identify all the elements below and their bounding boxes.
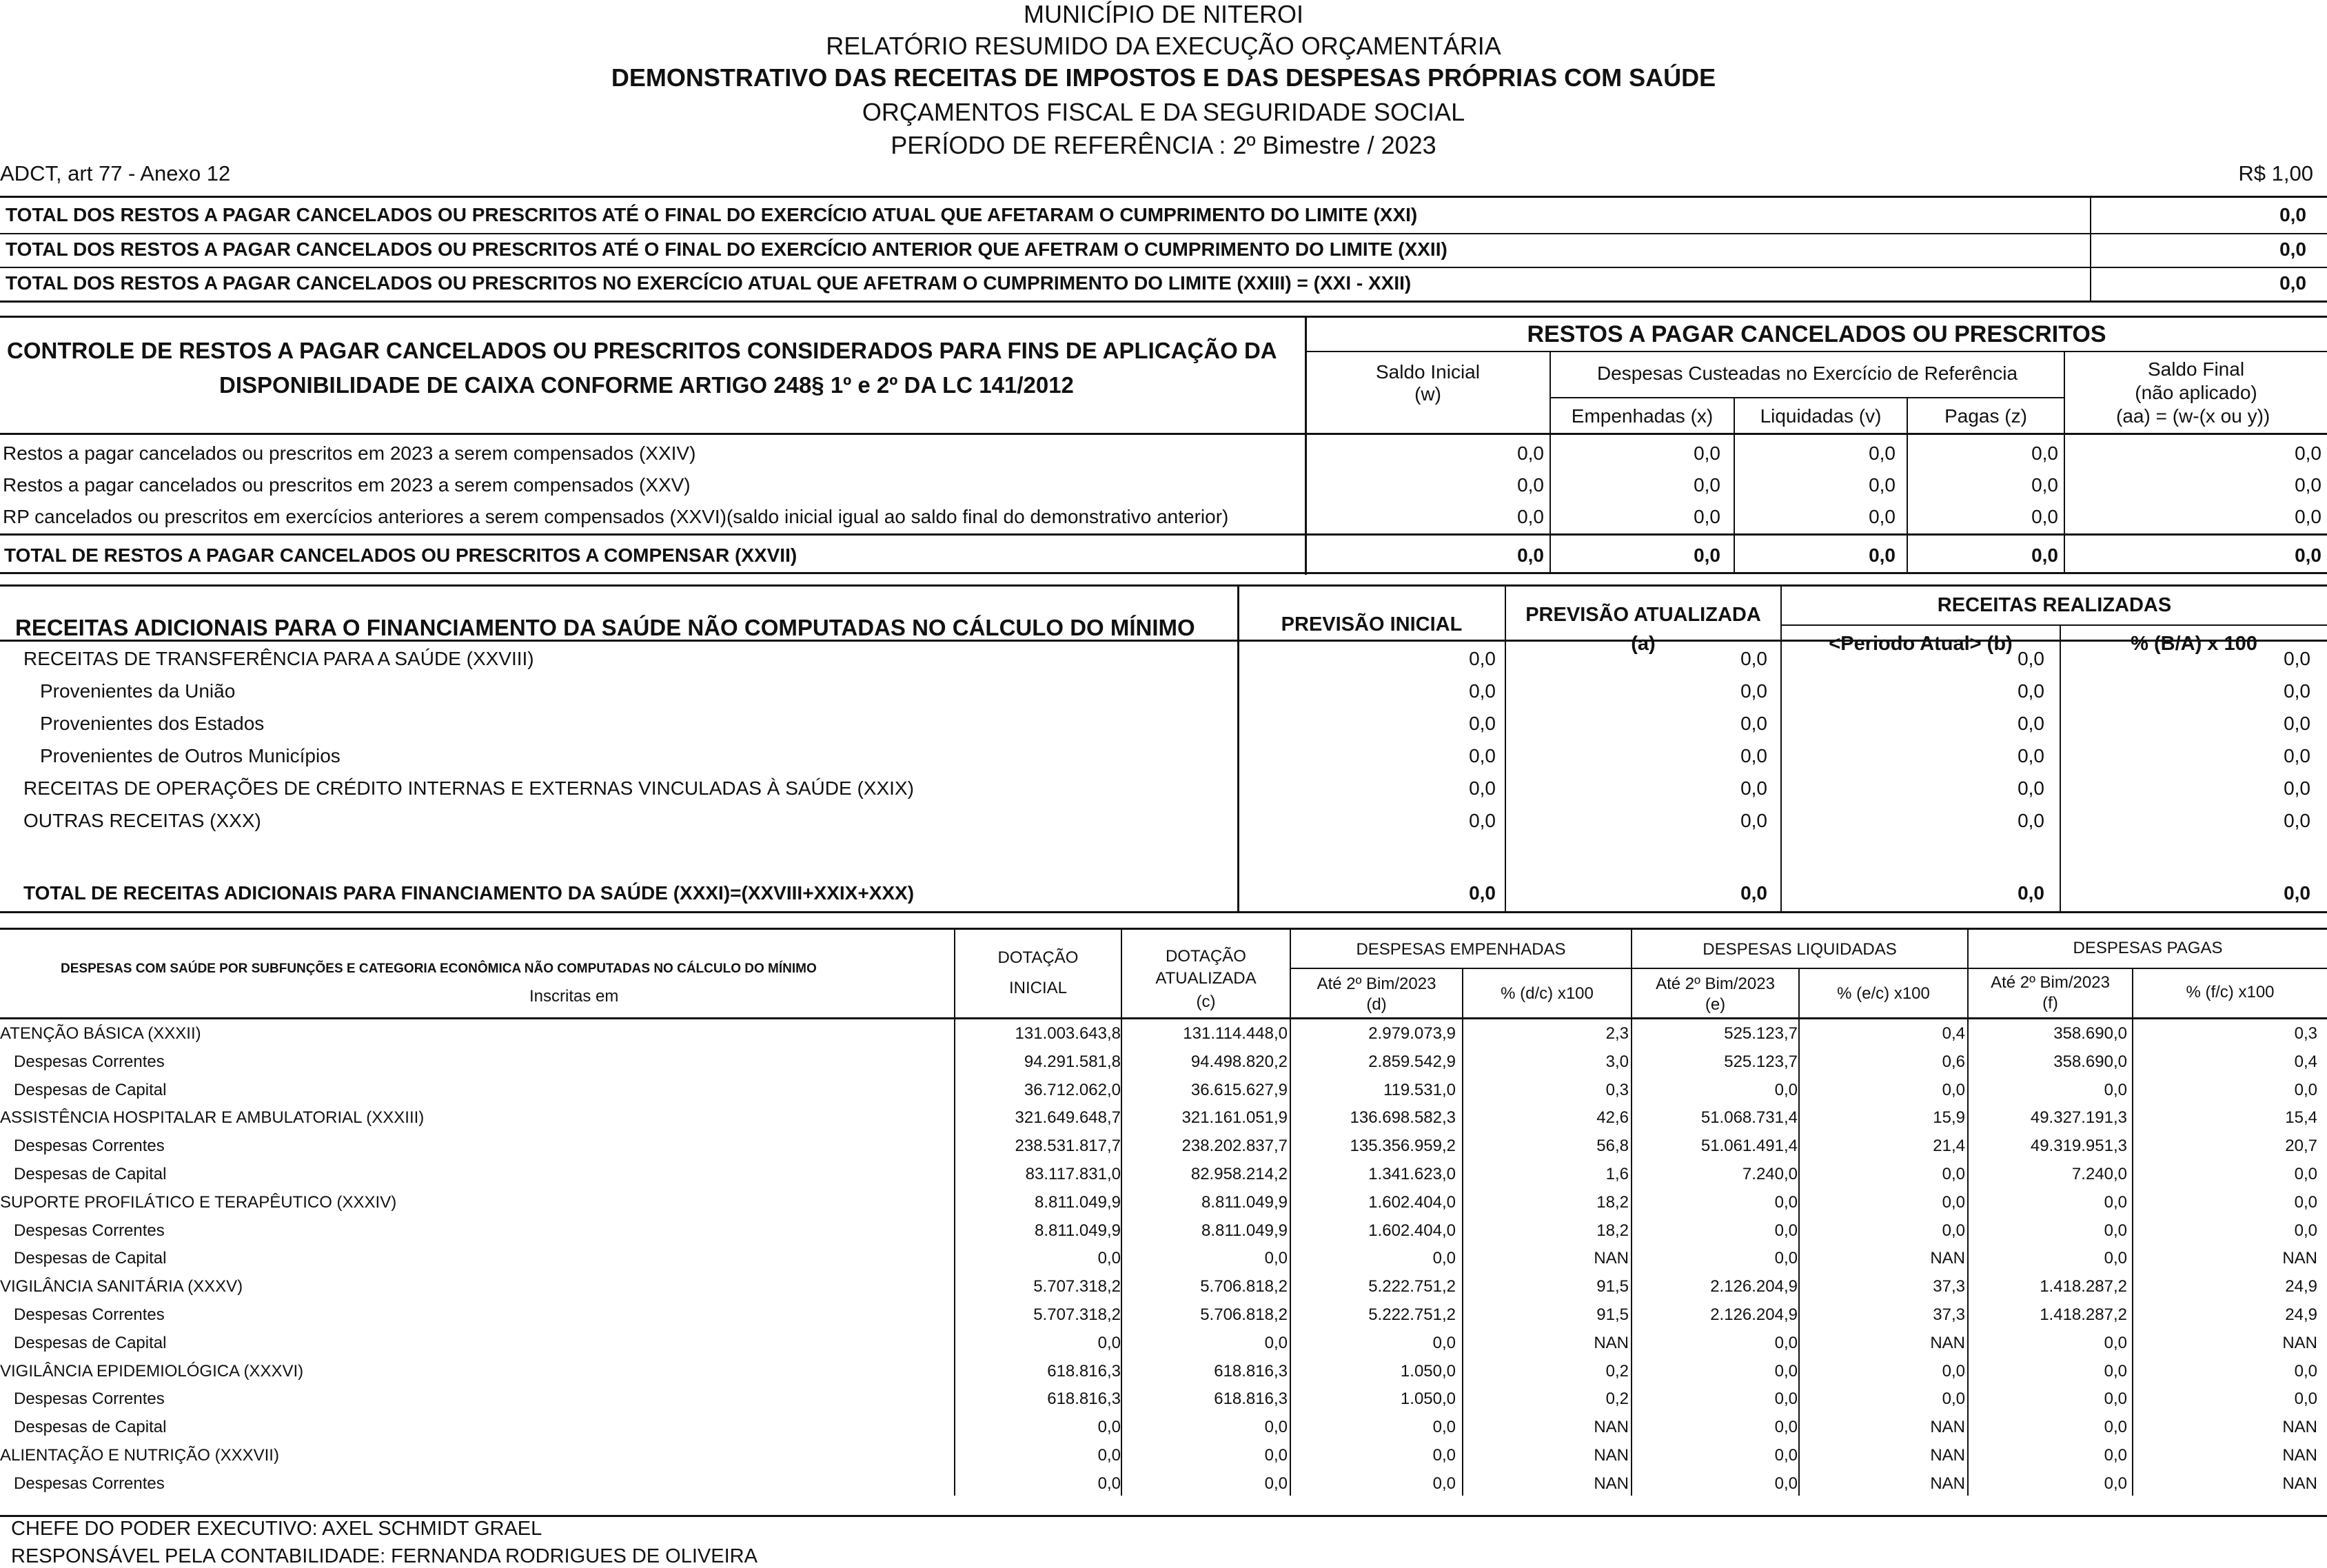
divider	[0, 928, 2327, 930]
despesas-subtitle: Inscritas em	[529, 987, 619, 1006]
row-value: 136.698.582,3	[1350, 1108, 1456, 1128]
row-label: Despesas de Capital	[14, 1080, 167, 1099]
row-value: 0,0	[2031, 474, 2058, 496]
row-value: 0,0	[1469, 713, 1496, 734]
col-percent-ba: % (B/A) x 100	[2131, 633, 2257, 655]
row-label: Despesas Correntes	[14, 1221, 165, 1240]
row-label: Despesas de Capital	[14, 1165, 167, 1183]
row-value: 0,0	[2294, 1192, 2317, 1212]
row-value: 0,0	[1774, 1418, 1798, 1437]
row-value: NAN	[1594, 1474, 1629, 1493]
row-value: 0,0	[1432, 1474, 1456, 1493]
col-nao-aplicado: (não aplicado)	[2135, 382, 2257, 403]
row-value: 24,9	[2285, 1277, 2317, 1296]
row-label: Restos a pagar cancelados ou prescritos em 2023 a serem compensados (XXIV)	[3, 442, 696, 464]
col-empenhadas: Empenhadas (x)	[1571, 405, 1714, 427]
col-periodo-atual: <Periodo Atual> (b)	[1829, 633, 2013, 655]
row-label: Provenientes de Outros Municípios	[40, 745, 341, 766]
row-label: OUTRAS RECEITAS (XXX)	[23, 810, 261, 831]
divider	[0, 584, 2327, 587]
row-label: TOTAL DE RECEITAS ADICIONAIS PARA FINANCIAMENTO DA SAÚDE (XXXI)=(XXVIII+XXIX+XXX)	[23, 882, 915, 904]
divider	[0, 316, 2327, 318]
row-value: 1.050,0	[1400, 1361, 1456, 1381]
divider	[1967, 929, 1969, 1496]
row-label: SUPORTE PROFILÁTICO E TERAPÊUTICO (XXXIV)	[0, 1192, 397, 1212]
row-value: 15,4	[2285, 1108, 2317, 1128]
row-value: 0,0	[1469, 882, 1496, 904]
divider	[2060, 626, 2061, 911]
row-value: 0,0	[1694, 442, 1720, 464]
row-value: 0,0	[1942, 1080, 1965, 1099]
col-saldo-inicial: Saldo Inicial	[1376, 361, 1480, 383]
row-value: 0,0	[1517, 442, 1544, 464]
row-value: 0,0	[2284, 882, 2310, 904]
row-value: 0,0	[2104, 1361, 2127, 1381]
row-value: 1.418.287,2	[2040, 1277, 2127, 1296]
row-value: 0,6	[1942, 1052, 1965, 1071]
row-value: 0,0	[1740, 648, 1767, 669]
row-value: 0,0	[2104, 1389, 2127, 1409]
row-value: 5.222.751,2	[1368, 1277, 1456, 1296]
row-value: 0,0	[1774, 1333, 1798, 1352]
row-value: NAN	[1594, 1249, 1629, 1268]
row-value: 0,0	[1740, 810, 1767, 831]
row-value: 0,0	[2104, 1221, 2127, 1240]
col-pagas: Pagas (z)	[1944, 405, 2027, 427]
row-value: NAN	[1930, 1418, 1965, 1437]
divider	[1305, 316, 1307, 575]
row-value: 0,0	[2018, 777, 2044, 799]
col-receitas-realizadas: RECEITAS REALIZADAS	[1937, 594, 2172, 616]
row-value: 1.418.287,2	[2040, 1305, 2127, 1324]
row-value: 21,4	[1933, 1137, 1965, 1156]
col-previsao-inicial: PREVISÃO INICIAL	[1281, 613, 1463, 635]
row-value: 0,0	[1097, 1446, 1121, 1465]
row-label: ALIENTAÇÃO E NUTRIÇÃO (XXXVII)	[0, 1446, 279, 1465]
row-value: 0,0	[1740, 745, 1767, 766]
row-value: 0,0	[1097, 1333, 1121, 1352]
row-label: Despesas Correntes	[14, 1389, 165, 1409]
col-previsao-atualizada: PREVISÃO ATUALIZADA	[1525, 604, 1761, 626]
row-value: 0,0	[1942, 1389, 1965, 1409]
row-value: 82.958.214,2	[1190, 1165, 1288, 1183]
row-value: 0,0	[1264, 1333, 1288, 1352]
row-value: 2.979.073,9	[1368, 1024, 1456, 1043]
row-value: 525.123,7	[1724, 1052, 1798, 1071]
row-value: NAN	[1594, 1333, 1629, 1352]
col-dotacao-atualizada-2: ATUALIZADA	[1155, 969, 1257, 988]
row-value: 0,0	[1264, 1446, 1288, 1465]
row-value: 0,0	[1774, 1192, 1798, 1212]
row-value: 0,0	[2295, 442, 2321, 464]
col-saldo-final: Saldo Final	[2147, 358, 2245, 380]
row-label: Provenientes dos Estados	[40, 713, 265, 734]
row-value: 0,0	[1432, 1446, 1456, 1465]
row-value: NAN	[1594, 1418, 1629, 1437]
row-value: 618.816,3	[1214, 1361, 1288, 1381]
row-value: NAN	[2282, 1474, 2317, 1493]
row-label: Despesas de Capital	[14, 1333, 167, 1352]
col-despesas-empenhadas: DESPESAS EMPENHADAS	[1356, 940, 1566, 959]
col-dotacao-atualizada-code: (c)	[1196, 992, 1216, 1011]
row-value: 1.602.404,0	[1368, 1221, 1456, 1240]
row-value: 0,0	[1774, 1080, 1798, 1099]
row-value: 0,0	[1097, 1418, 1121, 1437]
row-value: 0,2	[1605, 1361, 1629, 1381]
divider	[0, 533, 2327, 536]
row-value: 7.240,0	[1742, 1165, 1798, 1183]
row-label: ASSISTÊNCIA HOSPITALAR E AMBULATORIAL (XXXIII)	[0, 1108, 425, 1128]
header-municipio: MUNICÍPIO DE NITEROI	[1023, 0, 1304, 28]
row-value: 0,0	[2104, 1446, 2127, 1465]
row-value: 51.061.491,4	[1700, 1137, 1798, 1156]
row-value: 7.240,0	[2071, 1165, 2127, 1183]
row-value: 0,0	[1469, 680, 1496, 702]
row-value: 18,2	[1596, 1192, 1629, 1212]
col-code-e: (e)	[1705, 995, 1726, 1014]
row-value: 0,0	[1694, 544, 1720, 566]
row-label: RP cancelados ou prescritos em exercícios anteriores a serem compensados (XXVI)(saldo inicial igual ao saldo final do demonstrativo anterior)	[3, 506, 1229, 527]
row-value: 135.356.959,2	[1350, 1137, 1456, 1156]
row-label: Restos a pagar cancelados ou prescritos em 2023 a serem compensados (XXV)	[3, 474, 691, 496]
row-value: 49.327.191,3	[2030, 1108, 2127, 1128]
row-value: NAN	[1930, 1446, 1965, 1465]
footer-chefe: CHEFE DO PODER EXECUTIVO: AXEL SCHMIDT GRAEL	[11, 1518, 542, 1540]
row-value: 5.707.318,2	[1033, 1305, 1121, 1324]
footer-responsavel: RESPONSÁVEL PELA CONTABILIDADE: FERNANDA RODRIGUES DE OLIVEIRA	[11, 1545, 758, 1567]
row-value: 0,0	[1469, 745, 1496, 766]
row-value: 0,0	[2018, 810, 2044, 831]
row-value: 0,3	[1605, 1080, 1629, 1099]
total-label: TOTAL DOS RESTOS A PAGAR CANCELADOS OU PRESCRITOS NO EXERCÍCIO ATUAL QUE AFETRAM O CUMPRIMENTO DO LIMITE (XXIII) = (XXI - XXII)	[6, 272, 1412, 294]
divider	[0, 1017, 2327, 1019]
row-value: 0,0	[2284, 745, 2310, 766]
row-value: 5.706.818,2	[1200, 1305, 1288, 1324]
row-label: VIGILÂNCIA EPIDEMIOLÓGICA (XXXVI)	[0, 1361, 304, 1381]
row-value: 49.319.951,3	[2030, 1137, 2127, 1156]
row-value: 0,0	[1097, 1249, 1121, 1268]
row-value: 0,0	[1774, 1221, 1798, 1240]
row-value: 51.068.731,4	[1700, 1108, 1798, 1128]
controle-title: CONTROLE DE RESTOS A PAGAR CANCELADOS OU PRESCRITOS CONSIDERADOS PARA FINS DE APLICAÇÃO DA	[7, 338, 1277, 363]
row-value: 238.202.837,7	[1181, 1137, 1288, 1156]
row-value: NAN	[1594, 1446, 1629, 1465]
row-value: NAN	[2282, 1446, 2317, 1465]
row-value: 0,0	[1097, 1474, 1121, 1493]
col-dotacao-inicial: DOTAÇÃO	[997, 948, 1079, 967]
row-value: 358.690,0	[2053, 1052, 2127, 1071]
row-value: 0,0	[2018, 745, 2044, 766]
row-label: Despesas Correntes	[14, 1474, 165, 1493]
row-value: 2.859.542,9	[1368, 1052, 1456, 1071]
row-value: 0,0	[1432, 1249, 1456, 1268]
divider	[0, 1515, 2327, 1517]
row-value: 56,8	[1596, 1137, 1629, 1156]
row-value: 0,0	[2294, 1080, 2317, 1099]
row-value: 0,0	[1942, 1221, 1965, 1240]
row-value: 37,3	[1933, 1305, 1965, 1324]
row-value: 131.003.643,8	[1015, 1024, 1121, 1043]
row-value: 1,6	[1605, 1165, 1629, 1183]
row-value: NAN	[2282, 1333, 2317, 1352]
row-value: 94.498.820,2	[1190, 1052, 1288, 1071]
row-label: TOTAL DE RESTOS A PAGAR CANCELADOS OU PRESCRITOS A COMPENSAR (XXVII)	[4, 544, 797, 566]
row-value: 18,2	[1596, 1221, 1629, 1240]
row-value: 0,3	[2294, 1024, 2317, 1043]
row-value: 0,0	[2294, 1389, 2317, 1409]
row-value: 0,0	[1942, 1192, 1965, 1212]
row-value: 0,0	[1774, 1474, 1798, 1493]
row-value: 0,0	[2295, 506, 2321, 527]
row-value: 0,0	[2018, 882, 2044, 904]
divider	[1291, 968, 2327, 969]
col-saldo-inicial-code: (w)	[1414, 383, 1441, 405]
row-value: 0,0	[1432, 1333, 1456, 1352]
col-despesas-liquidadas: DESPESAS LIQUIDADAS	[1703, 940, 1897, 959]
row-value: 0,0	[1942, 1165, 1965, 1183]
row-label: Despesas Correntes	[14, 1137, 165, 1156]
row-value: 0,0	[1942, 1361, 1965, 1381]
row-value: 525.123,7	[1724, 1024, 1798, 1043]
row-value: NAN	[1930, 1333, 1965, 1352]
row-value: 0,0	[2104, 1418, 2127, 1437]
col-pct-ec: % (e/c) x100	[1837, 984, 1930, 1003]
row-value: 0,0	[2294, 1165, 2317, 1183]
despesas-title: DESPESAS COM SAÚDE POR SUBFUNÇÕES E CATEGORIA ECONÔMICA NÃO COMPUTADAS NO CÁLCULO DO MÍNIMO	[61, 961, 817, 976]
row-value: 0,0	[1869, 442, 1896, 464]
row-value: 0,0	[1774, 1446, 1798, 1465]
row-value: 0,0	[1740, 777, 1767, 799]
row-label: Despesas Correntes	[14, 1305, 165, 1324]
divider	[1798, 969, 1800, 1496]
row-value: 91,5	[1596, 1277, 1629, 1296]
divider	[0, 911, 2327, 913]
row-value: 0,0	[2104, 1333, 2127, 1352]
row-value: 3,0	[1605, 1052, 1629, 1071]
row-value: 0,0	[1517, 474, 1544, 496]
col-previsao-atualizada-code: (a)	[1631, 633, 1656, 655]
row-value: 0,0	[2018, 713, 2044, 734]
row-value: 0,0	[1740, 680, 1767, 702]
row-value: 0,0	[2284, 713, 2310, 734]
annex-reference: ADCT, art 77 - Anexo 12	[0, 161, 231, 185]
row-value: 0,0	[2031, 544, 2058, 566]
row-value: 0,0	[1694, 506, 1720, 527]
row-label: Despesas de Capital	[14, 1418, 167, 1437]
total-value: 0,0	[2279, 272, 2306, 294]
receitas-title: RECEITAS ADICIONAIS PARA O FINANCIAMENTO DA SAÚDE NÃO COMPUTADAS NO CÁLCULO DO MÍNIMO	[15, 615, 1195, 640]
row-value: 321.161.051,9	[1181, 1108, 1288, 1128]
row-value: 5.222.751,2	[1368, 1305, 1456, 1324]
row-value: 0,0	[1869, 474, 1896, 496]
row-value: 0,0	[2104, 1080, 2127, 1099]
row-label: RECEITAS DE OPERAÇÕES DE CRÉDITO INTERNAS E EXTERNAS VINCULADAS À SAÚDE (XXIX)	[23, 777, 914, 799]
row-value: 321.649.648,7	[1015, 1108, 1121, 1128]
row-value: 0,0	[1264, 1418, 1288, 1437]
divider	[0, 572, 2327, 574]
row-value: 0,0	[1740, 713, 1767, 734]
currency-unit: R$ 1,00	[2238, 161, 2313, 185]
divider	[2090, 196, 2091, 302]
total-value: 0,0	[2279, 238, 2306, 260]
row-value: 0,0	[1869, 544, 1896, 566]
row-value: 91,5	[1596, 1305, 1629, 1324]
divider	[0, 233, 2327, 234]
row-value: 0,0	[1264, 1474, 1288, 1493]
row-label: Despesas Correntes	[14, 1052, 165, 1071]
divider	[1121, 929, 1122, 1496]
divider	[0, 301, 2327, 303]
row-value: 0,0	[2284, 777, 2310, 799]
row-value: NAN	[2282, 1418, 2317, 1437]
row-value: 94.291.581,8	[1024, 1052, 1121, 1071]
row-value: 8.811.049,9	[1034, 1221, 1121, 1240]
controle-title-2: DISPONIBILIDADE DE CAIXA CONFORME ARTIGO 248§ 1º e 2º DA LC 141/2012	[219, 372, 1074, 398]
row-value: 0,0	[2295, 474, 2321, 496]
row-value: 358.690,0	[2053, 1024, 2127, 1043]
row-value: 8.811.049,9	[1201, 1192, 1288, 1212]
row-value: 0,0	[1869, 506, 1896, 527]
divider	[954, 929, 955, 1496]
restos-group-header: RESTOS A PAGAR CANCELADOS OU PRESCRITOS	[1527, 321, 2106, 347]
row-value: 0,0	[2294, 1221, 2317, 1240]
col-saldo-final-formula: (aa) = (w-(x ou y))	[2116, 405, 2270, 427]
row-value: 83.117.831,0	[1025, 1165, 1121, 1183]
row-value: 618.816,3	[1047, 1389, 1121, 1409]
row-value: 0,0	[1469, 810, 1496, 831]
row-label: Despesas de Capital	[14, 1249, 167, 1268]
row-value: 1.341.623,0	[1368, 1165, 1456, 1183]
divider	[2132, 969, 2133, 1496]
row-value: 20,7	[2285, 1137, 2317, 1156]
row-value: 0,0	[2104, 1249, 2127, 1268]
row-label: VIGILÂNCIA SANITÁRIA (XXXV)	[0, 1277, 243, 1296]
row-value: 0,2	[1605, 1389, 1629, 1409]
row-value: 131.114.448,0	[1183, 1024, 1288, 1043]
row-value: 0,4	[2294, 1052, 2317, 1071]
row-value: 0,0	[2031, 442, 2058, 464]
row-value: 618.816,3	[1047, 1361, 1121, 1381]
col-despesas-pagas: DESPESAS PAGAS	[2073, 939, 2223, 957]
row-value: 0,0	[1517, 506, 1544, 527]
row-value: 5.706.818,2	[1200, 1277, 1288, 1296]
row-value: 0,0	[2295, 544, 2321, 566]
header-relatorio: RELATÓRIO RESUMIDO DA EXECUÇÃO ORÇAMENTÁRIA	[826, 32, 1501, 60]
col-despesas-custeadas: Despesas Custeadas no Exercício de Referência	[1596, 363, 2018, 384]
row-value: 0,0	[1469, 777, 1496, 799]
divider	[1462, 969, 1463, 1496]
row-value: 238.531.817,7	[1015, 1137, 1121, 1156]
row-value: 1.050,0	[1400, 1389, 1456, 1409]
row-value: 36.615.627,9	[1190, 1080, 1288, 1099]
row-value: 0,0	[2284, 810, 2310, 831]
row-value: NAN	[2282, 1249, 2317, 1268]
row-value: 24,9	[2285, 1305, 2317, 1324]
row-value: 0,0	[1740, 882, 1767, 904]
row-value: 0,0	[1774, 1249, 1798, 1268]
divider	[1551, 397, 2064, 398]
row-value: 2.126.204,9	[1710, 1277, 1798, 1296]
col-dotacao-atualizada: DOTAÇÃO	[1166, 947, 1246, 966]
divider	[1782, 624, 2327, 626]
col-dotacao-inicial-2: INICIAL	[1008, 979, 1068, 997]
divider	[0, 433, 2327, 435]
col-liquidadas: Liquidadas (v)	[1760, 405, 1882, 427]
row-value: 5.707.318,2	[1033, 1277, 1121, 1296]
col-code-f: (f)	[2042, 994, 2058, 1012]
row-value: 0,0	[2104, 1192, 2127, 1212]
total-value: 0,0	[2279, 204, 2306, 225]
row-value: 0,0	[1694, 474, 1720, 496]
row-value: NAN	[1930, 1249, 1965, 1268]
row-value: 8.811.049,9	[1034, 1192, 1121, 1212]
row-value: 0,0	[1469, 648, 1496, 669]
row-value: 2,3	[1605, 1024, 1629, 1043]
col-code-d: (d)	[1366, 995, 1387, 1014]
row-value: 37,3	[1933, 1277, 1965, 1296]
row-value: 0,0	[2018, 680, 2044, 702]
divider	[0, 267, 2327, 268]
header-demonstrativo: DEMONSTRATIVO DAS RECEITAS DE IMPOSTOS E DAS DESPESAS PRÓPRIAS COM SAÚDE	[611, 63, 1716, 92]
row-value: 8.811.049,9	[1201, 1221, 1288, 1240]
row-value: 0,0	[2284, 680, 2310, 702]
row-value: 42,6	[1596, 1108, 1629, 1128]
row-value: 1.602.404,0	[1368, 1192, 1456, 1212]
row-value: 0,0	[2018, 648, 2044, 669]
row-value: 0,0	[2104, 1474, 2127, 1493]
header-periodo: PERÍODO DE REFERÊNCIA : 2º Bimestre / 2023	[891, 131, 1436, 159]
col-ate-bim-f: Até 2º Bim/2023	[1991, 973, 2110, 992]
col-pct-fc: % (f/c) x100	[2186, 983, 2275, 1001]
divider	[0, 196, 2327, 198]
row-value: 0,4	[1942, 1024, 1965, 1043]
total-label: TOTAL DOS RESTOS A PAGAR CANCELADOS OU PRESCRITOS ATÉ O FINAL DO EXERCÍCIO ATUAL QUE AFETARAM O CUMPRIMENTO DO LIMITE (XXI)	[6, 204, 1418, 225]
row-value: 36.712.062,0	[1024, 1080, 1121, 1099]
total-label: TOTAL DOS RESTOS A PAGAR CANCELADOS OU PRESCRITOS ATÉ O FINAL DO EXERCÍCIO ANTERIOR QUE AFETRAM O CUMPRIMENTO DO LIMITE (XXII)	[6, 238, 1447, 260]
row-value: 0,0	[1774, 1389, 1798, 1409]
col-ate-bim-e: Até 2º Bim/2023	[1656, 975, 1775, 993]
row-value: 0,0	[1774, 1361, 1798, 1381]
row-label: RECEITAS DE TRANSFERÊNCIA PARA A SAÚDE (XXVIII)	[23, 648, 534, 669]
col-ate-bim-d: Até 2º Bim/2023	[1317, 975, 1436, 993]
divider	[1549, 352, 1551, 573]
row-value: 119.531,0	[1383, 1080, 1456, 1099]
row-value: 15,9	[1933, 1108, 1965, 1128]
header-orcamentos: ORÇAMENTOS FISCAL E DA SEGURIDADE SOCIAL	[862, 98, 1465, 126]
divider	[1306, 351, 2327, 352]
row-label: ATENÇÃO BÁSICA (XXXII)	[0, 1024, 201, 1043]
col-pct-dc: % (d/c) x100	[1501, 984, 1594, 1003]
row-value: 2.126.204,9	[1710, 1305, 1798, 1324]
row-value: NAN	[1930, 1474, 1965, 1493]
row-value: 0,0	[2031, 506, 2058, 527]
row-value: 0,0	[1264, 1249, 1288, 1268]
row-value: 618.816,3	[1214, 1389, 1288, 1409]
row-value: 0,0	[1517, 544, 1544, 566]
row-value: 0,0	[2284, 648, 2310, 669]
row-label: Provenientes da União	[40, 680, 236, 702]
row-value: 0,0	[2294, 1361, 2317, 1381]
row-value: 0,0	[1432, 1418, 1456, 1437]
